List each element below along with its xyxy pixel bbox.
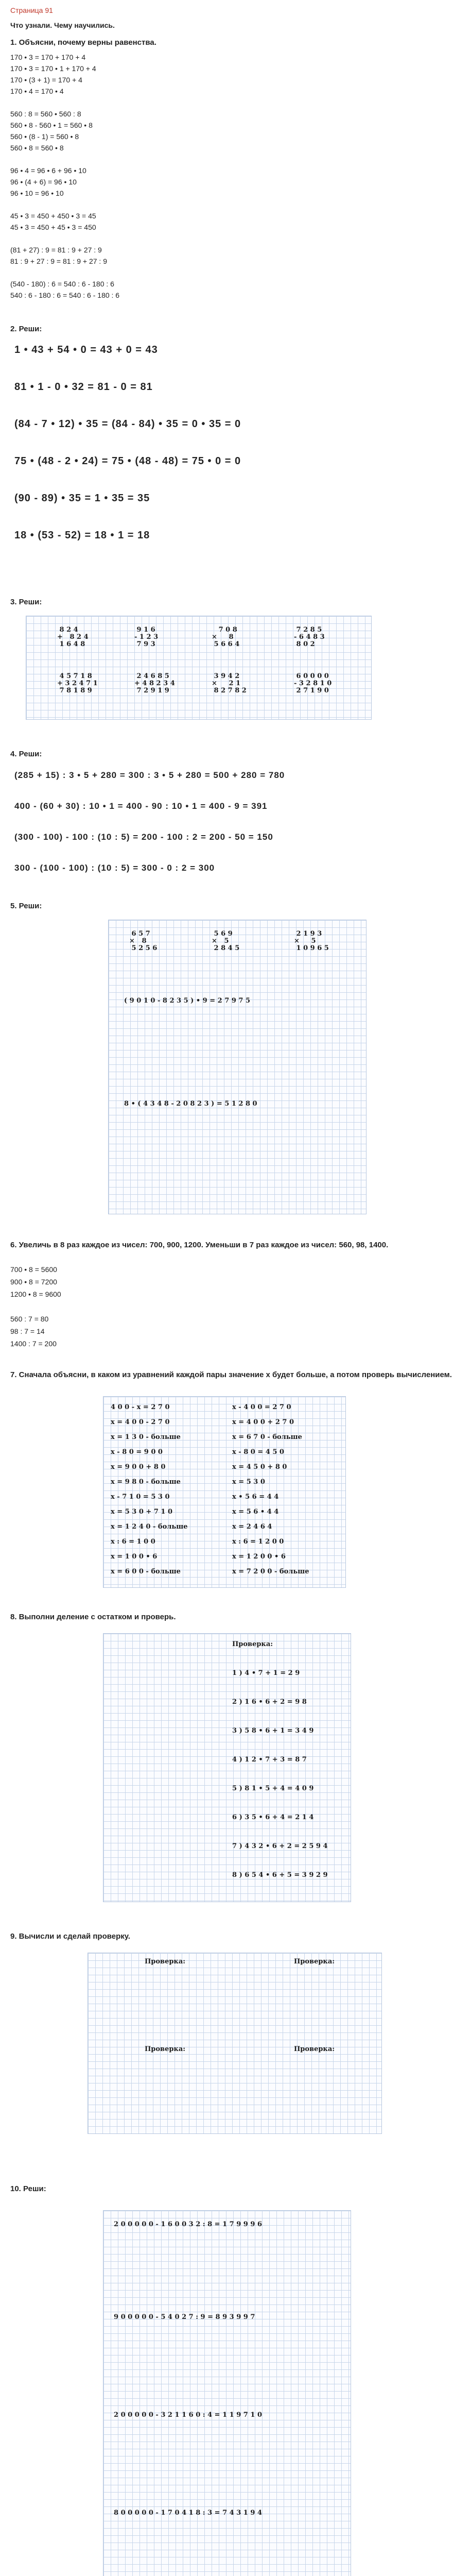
expression-10-3: 2 0 0 0 0 0 - 3 2 1 1 6 0 : 4 = 1 1 9 7 1 0 <box>114 2411 262 2419</box>
section-7-workbook <box>103 1396 346 1588</box>
expression-10-2: 9 0 0 0 0 0 - 5 4 0 2 7 : 9 = 8 9 3 9 9 7 <box>114 2313 255 2321</box>
s6lines-line: 700 • 8 = 5600 <box>10 1265 57 1274</box>
section-1-heading: 1. Объясни, почему верны равенства. <box>10 38 156 47</box>
s7right-line: x - 8 0 = 4 5 0 <box>232 1448 284 1456</box>
s1lines-line: 540 : 6 - 180 : 6 = 540 : 6 - 180 : 6 <box>10 291 120 299</box>
s7left-line: x = 9 0 0 + 8 0 <box>111 1463 166 1471</box>
s1lines-line: 170 • 4 = 170 • 4 <box>10 87 64 95</box>
calc-3-6: 2 4 6 8 5 + 4 8 2 3 4 7 2 9 1 9 <box>134 672 175 694</box>
s6lines-line: 560 : 7 = 80 <box>10 1315 49 1323</box>
check-label-2: Проверка: <box>294 1958 335 1965</box>
s7left-line: x = 6 0 0 - больше <box>111 1568 181 1575</box>
calc-3-5: 4 5 7 1 8 + 3 2 4 7 1 7 8 1 8 9 <box>57 672 98 694</box>
s7right-line: x • 5 6 = 4 4 <box>232 1493 279 1501</box>
section-3-workbook <box>26 616 372 720</box>
section-2-heading: 2. Реши: <box>10 325 42 333</box>
s2lines-line: 18 • (53 - 52) = 18 • 1 = 18 <box>14 530 150 541</box>
check-label-3: Проверка: <box>145 2045 186 2053</box>
expression-10-4: 8 0 0 0 0 0 - 1 7 0 4 1 8 : 3 = 7 4 3 1 9 4 <box>114 2509 262 2517</box>
calc-3-8: 6 0 0 0 0 - 3 2 8 1 0 2 7 1 9 0 <box>294 672 332 694</box>
s2lines-line: (90 - 89) • 35 = 1 • 35 = 35 <box>14 493 150 504</box>
s1lines-line: 45 • 3 = 450 + 45 • 3 = 450 <box>10 223 96 231</box>
s8check-line: 6 ) 3 5 • 6 + 4 = 2 1 4 <box>232 1814 314 1821</box>
calc-3-2: 9 1 6 - 1 2 3 7 9 3 <box>134 626 159 648</box>
s4lines-line: 400 - (60 + 30) : 10 • 1 = 400 - 90 : 10 • 1 = 400 - 9 = 391 <box>14 801 268 811</box>
s1lines-line: 170 • (3 + 1) = 170 + 4 <box>10 76 82 84</box>
s1lines-line: 560 • 8 - 560 • 1 = 560 • 8 <box>10 121 93 129</box>
section-3-heading: 3. Реши: <box>10 598 42 606</box>
section-10-heading: 10. Реши: <box>10 2184 46 2193</box>
s1lines-line: (81 + 27) : 9 = 81 : 9 + 27 : 9 <box>10 246 102 254</box>
breadcrumb-link[interactable]: Страница 91 <box>10 6 53 14</box>
s2lines-line: 81 • 1 - 0 • 32 = 81 - 0 = 81 <box>14 381 153 393</box>
s8check-line: Проверка: <box>232 1640 273 1648</box>
s4lines-line: (285 + 15) : 3 • 5 + 280 = 300 : 3 • 5 + 280 = 500 + 280 = 780 <box>14 770 285 780</box>
s7left-line: x = 4 0 0 - 2 7 0 <box>111 1418 170 1426</box>
s7right-line: x = 5 6 • 4 4 <box>232 1508 279 1516</box>
calc-3-7: 3 9 4 2 × 2 1 8 2 7 8 2 <box>212 672 247 694</box>
s8check-line: 7 ) 4 3 2 • 6 + 2 = 2 5 9 4 <box>232 1842 328 1850</box>
section-6-heading: 6. Увеличь в 8 раз каждое из чисел: 700, 900, 1200. Уменьши в 7 раз каждое из чисел: 560, 98, 1400. <box>10 1241 389 1249</box>
section-8-heading: 8. Выполни деление с остатком и проверь. <box>10 1613 176 1621</box>
check-label-1: Проверка: <box>145 1958 186 1965</box>
s7right-line: x = 7 2 0 0 - больше <box>232 1568 309 1575</box>
expression-10-1: 2 0 0 0 0 0 - 1 6 0 0 3 2 : 8 = 1 7 9 9 9 6 <box>114 2221 262 2228</box>
s1lines-line: 96 • (4 + 6) = 96 • 10 <box>10 178 77 186</box>
s1lines-line: 170 • 3 = 170 • 1 + 170 + 4 <box>10 64 96 73</box>
s2lines-line: 1 • 43 + 54 • 0 = 43 + 0 = 43 <box>14 344 158 355</box>
calc-3-1: 8 2 4 + 8 2 4 1 6 4 8 <box>57 626 89 648</box>
s1lines-line: 560 • 8 = 560 • 8 <box>10 144 64 152</box>
s7left-line: x = 1 3 0 - больше <box>111 1433 181 1441</box>
s6lines-line: 1400 : 7 = 200 <box>10 1340 57 1348</box>
s1lines-line: 96 • 10 = 96 • 10 <box>10 189 64 197</box>
s7left-line: x - 8 0 = 9 0 0 <box>111 1448 163 1456</box>
s1lines-line: 96 • 4 = 96 • 6 + 96 • 10 <box>10 166 86 175</box>
s6lines-line: 98 : 7 = 14 <box>10 1327 45 1335</box>
section-5-workbook <box>108 920 367 1214</box>
s7right-line: x = 1 2 0 0 • 6 <box>232 1553 286 1561</box>
s1lines-line: 81 : 9 + 27 : 9 = 81 : 9 + 27 : 9 <box>10 257 107 265</box>
s7left-line: x - 7 1 0 = 5 3 0 <box>111 1493 170 1501</box>
section-9-workbook <box>88 1953 382 2134</box>
s7right-line: x - 4 0 0 = 2 7 0 <box>232 1403 291 1411</box>
s1lines-line: (540 - 180) : 6 = 540 : 6 - 180 : 6 <box>10 280 114 288</box>
section-8-workbook <box>103 1633 351 1902</box>
check-label-4: Проверка: <box>294 2045 335 2053</box>
s1lines-line: 170 • 3 = 170 + 170 + 4 <box>10 53 86 61</box>
s7left-line: 4 0 0 - x = 2 7 0 <box>111 1403 170 1411</box>
s7left-line: x = 9 8 0 - больше <box>111 1478 181 1486</box>
equation-5-1: ( 9 0 1 0 - 8 2 3 5 ) • 9 = 2 7 9 7 5 <box>124 997 251 1005</box>
s8check-line: 2 ) 1 6 • 6 + 2 = 9 8 <box>232 1698 307 1706</box>
section-4-heading: 4. Реши: <box>10 750 42 758</box>
s7right-line: x = 4 5 0 + 8 0 <box>232 1463 287 1471</box>
s1lines-line: 560 : 8 = 560 • 560 : 8 <box>10 110 81 118</box>
section-10-workbook <box>103 2210 351 2576</box>
s8check-line: 1 ) 4 • 7 + 1 = 2 9 <box>232 1669 300 1677</box>
s8check-line: 3 ) 5 8 • 6 + 1 = 3 4 9 <box>232 1727 314 1735</box>
calc-3-3: 7 0 8 × 8 5 6 6 4 <box>212 626 240 648</box>
s8check-line: 5 ) 8 1 • 5 + 4 = 4 0 9 <box>232 1785 314 1792</box>
section-7-heading: 7. Сначала объясни, в каком из уравнений каждой пары значение x будет больше, а потом проверь вычислением. <box>10 1370 452 1379</box>
calc-5-2: 5 6 9 × 5 2 8 4 5 <box>212 930 240 952</box>
s6lines-line: 1200 • 8 = 9600 <box>10 1290 61 1298</box>
calc-5-3: 2 1 9 3 × 5 1 0 9 6 5 <box>294 930 329 952</box>
s7left-line: x = 1 0 0 • 6 <box>111 1553 158 1561</box>
s7right-line: x = 2 4 6 4 <box>232 1523 272 1531</box>
s1lines-line: 560 • (8 - 1) = 560 • 8 <box>10 132 79 141</box>
s2lines-line: (84 - 7 • 12) • 35 = (84 - 84) • 35 = 0 • 35 = 0 <box>14 418 241 430</box>
s4lines-line: (300 - 100) - 100 : (10 : 5) = 200 - 100 : 2 = 200 - 50 = 150 <box>14 832 273 842</box>
s7left-line: x : 6 = 1 0 0 <box>111 1538 155 1546</box>
s7right-line: x = 4 0 0 + 2 7 0 <box>232 1418 294 1426</box>
intro-title: Что узнали. Чему научились. <box>10 21 115 29</box>
section-5-heading: 5. Реши: <box>10 902 42 910</box>
calc-3-4: 7 2 8 5 - 6 4 8 3 8 0 2 <box>294 626 325 648</box>
s7right-line: x = 5 3 0 <box>232 1478 265 1486</box>
s6lines-line: 900 • 8 = 7200 <box>10 1278 57 1286</box>
s8check-line: 8 ) 6 5 4 • 6 + 5 = 3 9 2 9 <box>232 1871 328 1879</box>
s7left-line: x = 1 2 4 0 - больше <box>111 1523 188 1531</box>
s4lines-line: 300 - (100 - 100) : (10 : 5) = 300 - 0 : 2 = 300 <box>14 863 215 873</box>
section-9-heading: 9. Вычисли и сделай проверку. <box>10 1932 130 1941</box>
s7left-line: x = 5 3 0 + 7 1 0 <box>111 1508 173 1516</box>
equation-5-2: 8 • ( 4 3 4 8 - 2 0 8 2 3 ) = 5 1 2 8 0 <box>124 1100 257 1108</box>
s1lines-line: 45 • 3 = 450 + 450 • 3 = 45 <box>10 212 96 220</box>
s7right-line: x : 6 = 1 2 0 0 <box>232 1538 284 1546</box>
calc-5-1: 6 5 7 × 8 5 2 5 6 <box>129 930 158 952</box>
s7right-line: x = 6 7 0 - больше <box>232 1433 302 1441</box>
s8check-line: 4 ) 1 2 • 7 + 3 = 8 7 <box>232 1756 307 1764</box>
s2lines-line: 75 • (48 - 2 • 24) = 75 • (48 - 48) = 75 • 0 = 0 <box>14 455 241 467</box>
